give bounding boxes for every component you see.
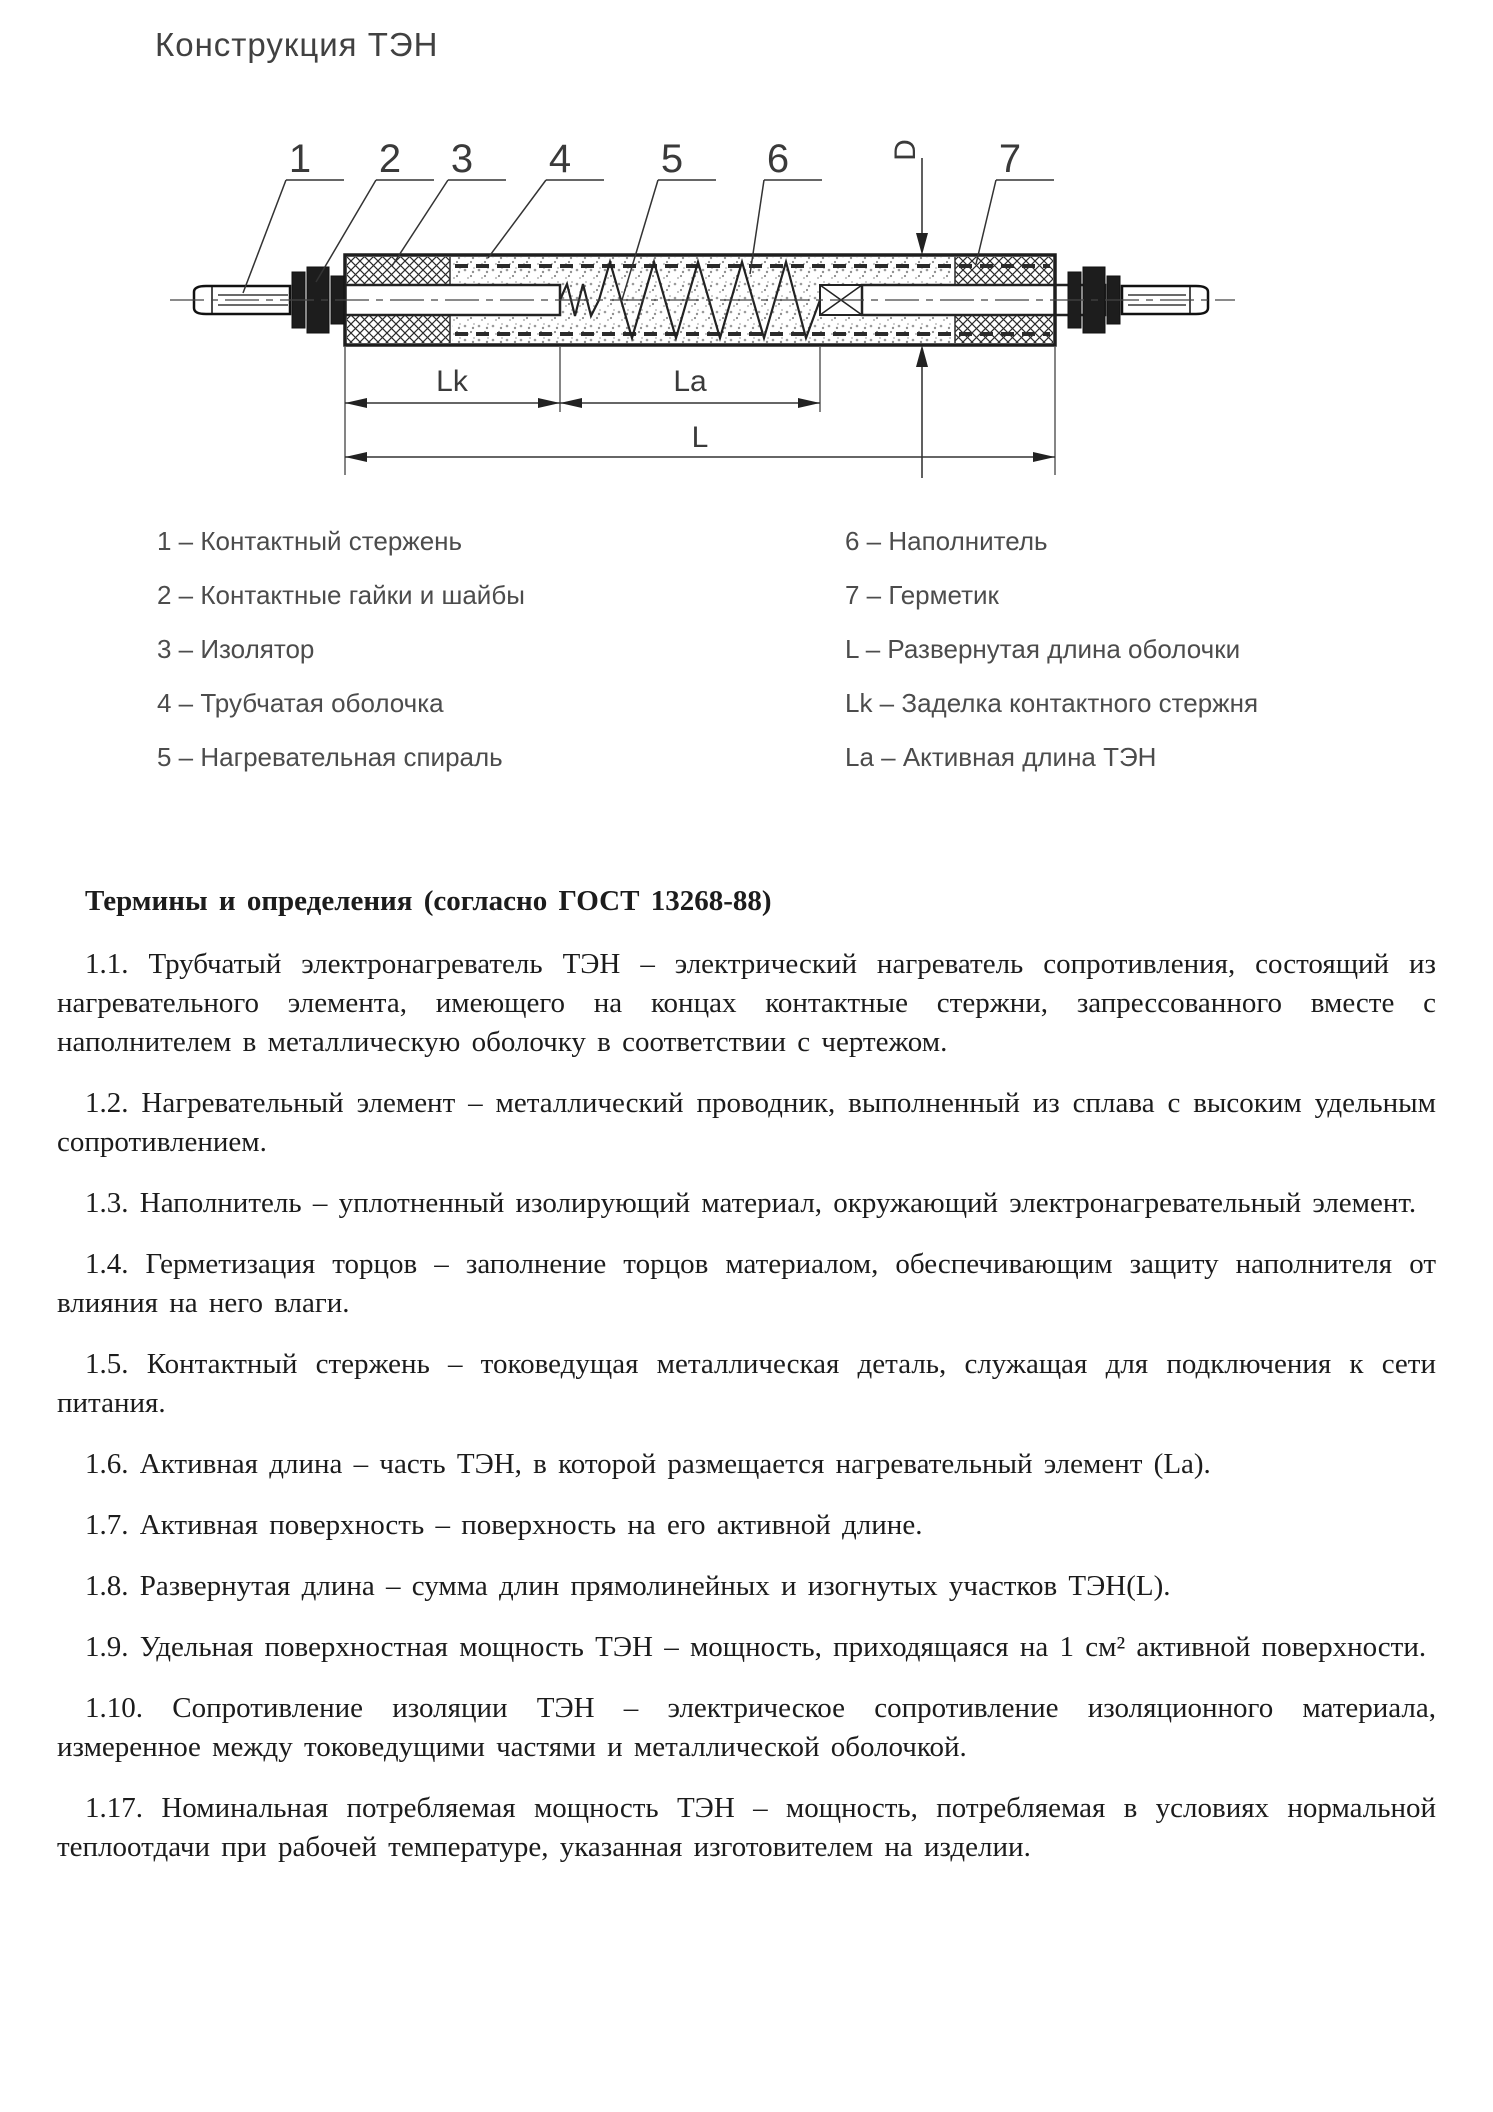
part-number-2: 2 [378, 137, 402, 181]
legend-item-5: 5 – Нагревательная спираль [157, 741, 503, 772]
term-paragraph-1-4: 1.4. Герметизация торцов – заполнение торцов материалом, обеспечивающим защиту наполнителя от влияния на него влаги. [57, 1248, 1436, 1319]
legend-item-La: La – Активная длина ТЭН [845, 741, 1157, 772]
term-paragraph-1-7: 1.7. Активная поверхность – поверхность на его активной длине. [85, 1509, 923, 1541]
terms-heading: Термины и определения (согласно ГОСТ 13268-88) [85, 885, 772, 917]
dimension-d-label: D [889, 139, 922, 161]
part-number-3: 3 [450, 137, 474, 181]
part-number-5: 5 [660, 137, 684, 181]
dimension-l-label: L [691, 421, 709, 454]
legend-item-1: 1 – Контактный стержень [157, 525, 463, 556]
legend-right-column [845, 514, 1258, 784]
legend-item-L: L – Развернутая длина оболочки [845, 633, 1241, 664]
part-number-1: 1 [288, 137, 312, 181]
legend-item-6: 6 – Наполнитель [845, 525, 1048, 556]
part-number-7: 7 [998, 137, 1022, 181]
legend-item-7: 7 – Герметик [845, 579, 999, 610]
term-paragraph-1-5: 1.5. Контактный стержень – токоведущая металлическая деталь, служащая для подключения к сети питания. [57, 1348, 1436, 1419]
diagram-title: Конструкция ТЭН [155, 26, 439, 63]
legend-item-3: 3 – Изолятор [157, 633, 315, 664]
term-paragraph-1-9: 1.9. Удельная поверхностная мощность ТЭН – мощность, приходящаяся на 1 см² активной поверхности. [85, 1631, 1427, 1663]
term-paragraph-1-10: 1.10. Сопротивление изоляции ТЭН – электрическое сопротивление изоляционного материала, измеренное между токоведущими частями и металлической оболочкой. [57, 1692, 1436, 1763]
legend-item-2: 2 – Контактные гайки и шайбы [157, 579, 525, 610]
term-paragraph-1-6: 1.6. Активная длина – часть ТЭН, в которой размещается нагревательный элемент (La). [85, 1448, 1211, 1480]
term-paragraph-1-3: 1.3. Наполнитель – уплотненный изолирующий материал, окружающий электронагревательный элемент. [85, 1187, 1417, 1219]
legend-left-column [157, 514, 525, 784]
part-number-6: 6 [766, 137, 790, 181]
dimension-lk-label: Lk [436, 365, 468, 398]
legend-item-Lk: Lk – Заделка контактного стержня [845, 687, 1259, 718]
term-paragraph-1-1: 1.1. Трубчатый электронагреватель ТЭН – электрический нагреватель сопротивления, состоящий из нагревательного элемента, имеющего на концах контактные стержни, запрессованного вместе с наполнителем в металлическую оболочку в соответствии с чертежом. [57, 948, 1436, 1058]
dimension-la-label: La [673, 365, 707, 398]
legend-item-4: 4 – Трубчатая оболочка [157, 687, 444, 718]
terms-section [57, 882, 1436, 1889]
term-paragraph-1-8: 1.8. Развернутая длина – сумма длин прямолинейных и изогнутых участков ТЭН(L). [85, 1570, 1171, 1602]
part-number-4: 4 [548, 137, 572, 181]
term-paragraph-1-17: 1.17. Номинальная потребляемая мощность ТЭН – мощность, потребляемая в условиях нормальной теплоотдачи при рабочей температуре, указанная изготовителем на изделии. [57, 1792, 1436, 1863]
term-paragraph-1-2: 1.2. Нагревательный элемент – металлический проводник, выполненный из сплава с высоким удельным сопротивлением. [57, 1087, 1436, 1158]
ten-construction-diagram [0, 0, 1493, 520]
